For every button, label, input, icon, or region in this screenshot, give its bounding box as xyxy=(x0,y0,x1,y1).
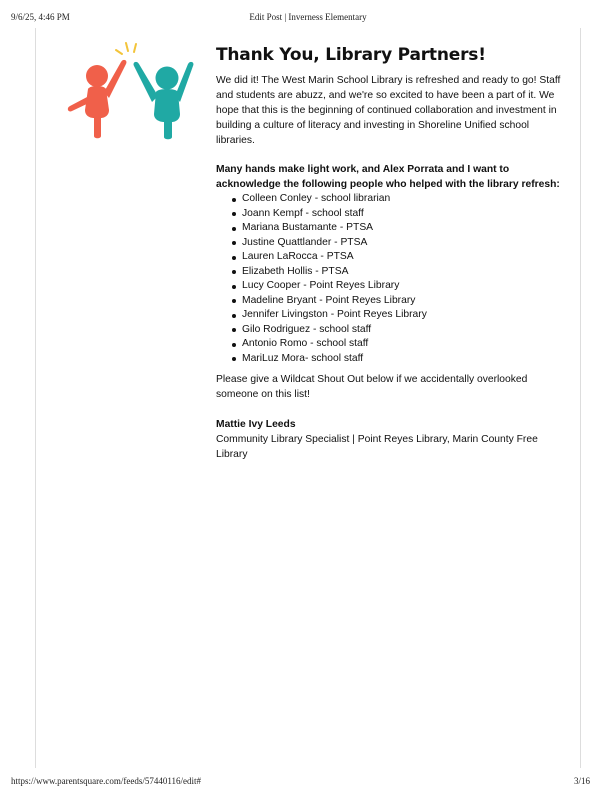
shout-out-paragraph: Please give a Wildcat Shout Out below if we accidentally overlooked someone on this list! xyxy=(216,374,528,400)
two-kids-cheering-icon xyxy=(64,40,200,140)
post-body xyxy=(216,44,566,462)
celebration-sparks xyxy=(116,43,136,54)
signature-role: Community Library Specialist | Point Reyes Library, Marin County Free Library xyxy=(216,434,538,460)
list-item xyxy=(232,221,566,236)
post-title: Thank You, Library Partners! xyxy=(216,45,486,65)
signature-name: Mattie Ivy Leeds xyxy=(216,419,296,430)
helper-name: Jennifer Livingston - Point Reyes Library xyxy=(242,309,427,320)
helper-name: Madeline Bryant - Point Reyes Library xyxy=(242,294,416,306)
bullet-icon xyxy=(232,343,236,347)
intro-paragraph: We did it! The West Marin School Library is refreshed and ready to go! Staff and students are abuzz, and we're so excited to have been a part of it. We hope that this is the beginning of continued collaboration and investment in building a culture of literacy and investing in Shoreline Unified school libraries. xyxy=(216,75,561,146)
list-item xyxy=(232,192,566,207)
bullet-icon xyxy=(232,256,236,260)
helper-name: Gilo Rodriguez - school staff xyxy=(242,323,372,335)
bullet-icon xyxy=(232,314,236,318)
bullet-icon xyxy=(232,328,236,332)
helper-name: MariLuz Mora- school staff xyxy=(242,352,364,364)
helper-name: Mariana Bustamante - PTSA xyxy=(242,222,374,233)
bullet-icon xyxy=(232,227,236,231)
list-item xyxy=(232,236,566,251)
helper-name: Antonio Romo - school staff xyxy=(242,338,369,349)
list-item xyxy=(232,337,566,352)
page-border-left xyxy=(35,28,36,768)
list-item xyxy=(232,250,566,265)
print-datetime: 9/6/25, 4:46 PM xyxy=(11,12,70,22)
helpers-list xyxy=(216,192,566,366)
helper-name: Lucy Cooper - Point Reyes Library xyxy=(242,280,400,291)
list-item xyxy=(232,352,566,367)
print-url: https://www.parentsquare.com/feeds/57440116/edit# xyxy=(11,776,202,786)
list-item xyxy=(232,207,566,222)
coral-child-figure xyxy=(68,60,127,138)
bullet-icon xyxy=(232,285,236,289)
list-item xyxy=(232,279,566,294)
print-header xyxy=(0,12,616,26)
helper-name: Colleen Conley - school librarian xyxy=(242,193,391,204)
bullet-icon xyxy=(232,212,236,216)
bullet-icon xyxy=(232,299,236,303)
list-item xyxy=(232,265,566,280)
helper-name: Justine Quattlander - PTSA xyxy=(242,236,368,248)
print-page-title: Edit Post | Inverness Elementary xyxy=(249,12,367,22)
list-item xyxy=(232,323,566,338)
list-item xyxy=(232,294,566,309)
page-border-right xyxy=(580,28,581,768)
acknowledgement-heading: Many hands make light work, and Alex Porrata and I want to acknowledge the following people who helped with the library refresh: xyxy=(216,164,560,190)
bullet-icon xyxy=(232,357,236,361)
print-page-number: 3/16 xyxy=(573,776,590,786)
teal-child-figure xyxy=(134,62,194,139)
helper-name: Joann Kempf - school staff xyxy=(242,207,364,219)
bullet-icon xyxy=(232,198,236,202)
print-footer xyxy=(0,776,616,790)
bullet-icon xyxy=(232,270,236,274)
helper-name: Elizabeth Hollis - PTSA xyxy=(242,265,349,277)
helper-name: Lauren LaRocca - PTSA xyxy=(242,251,354,262)
bullet-icon xyxy=(232,241,236,245)
list-item xyxy=(232,308,566,323)
